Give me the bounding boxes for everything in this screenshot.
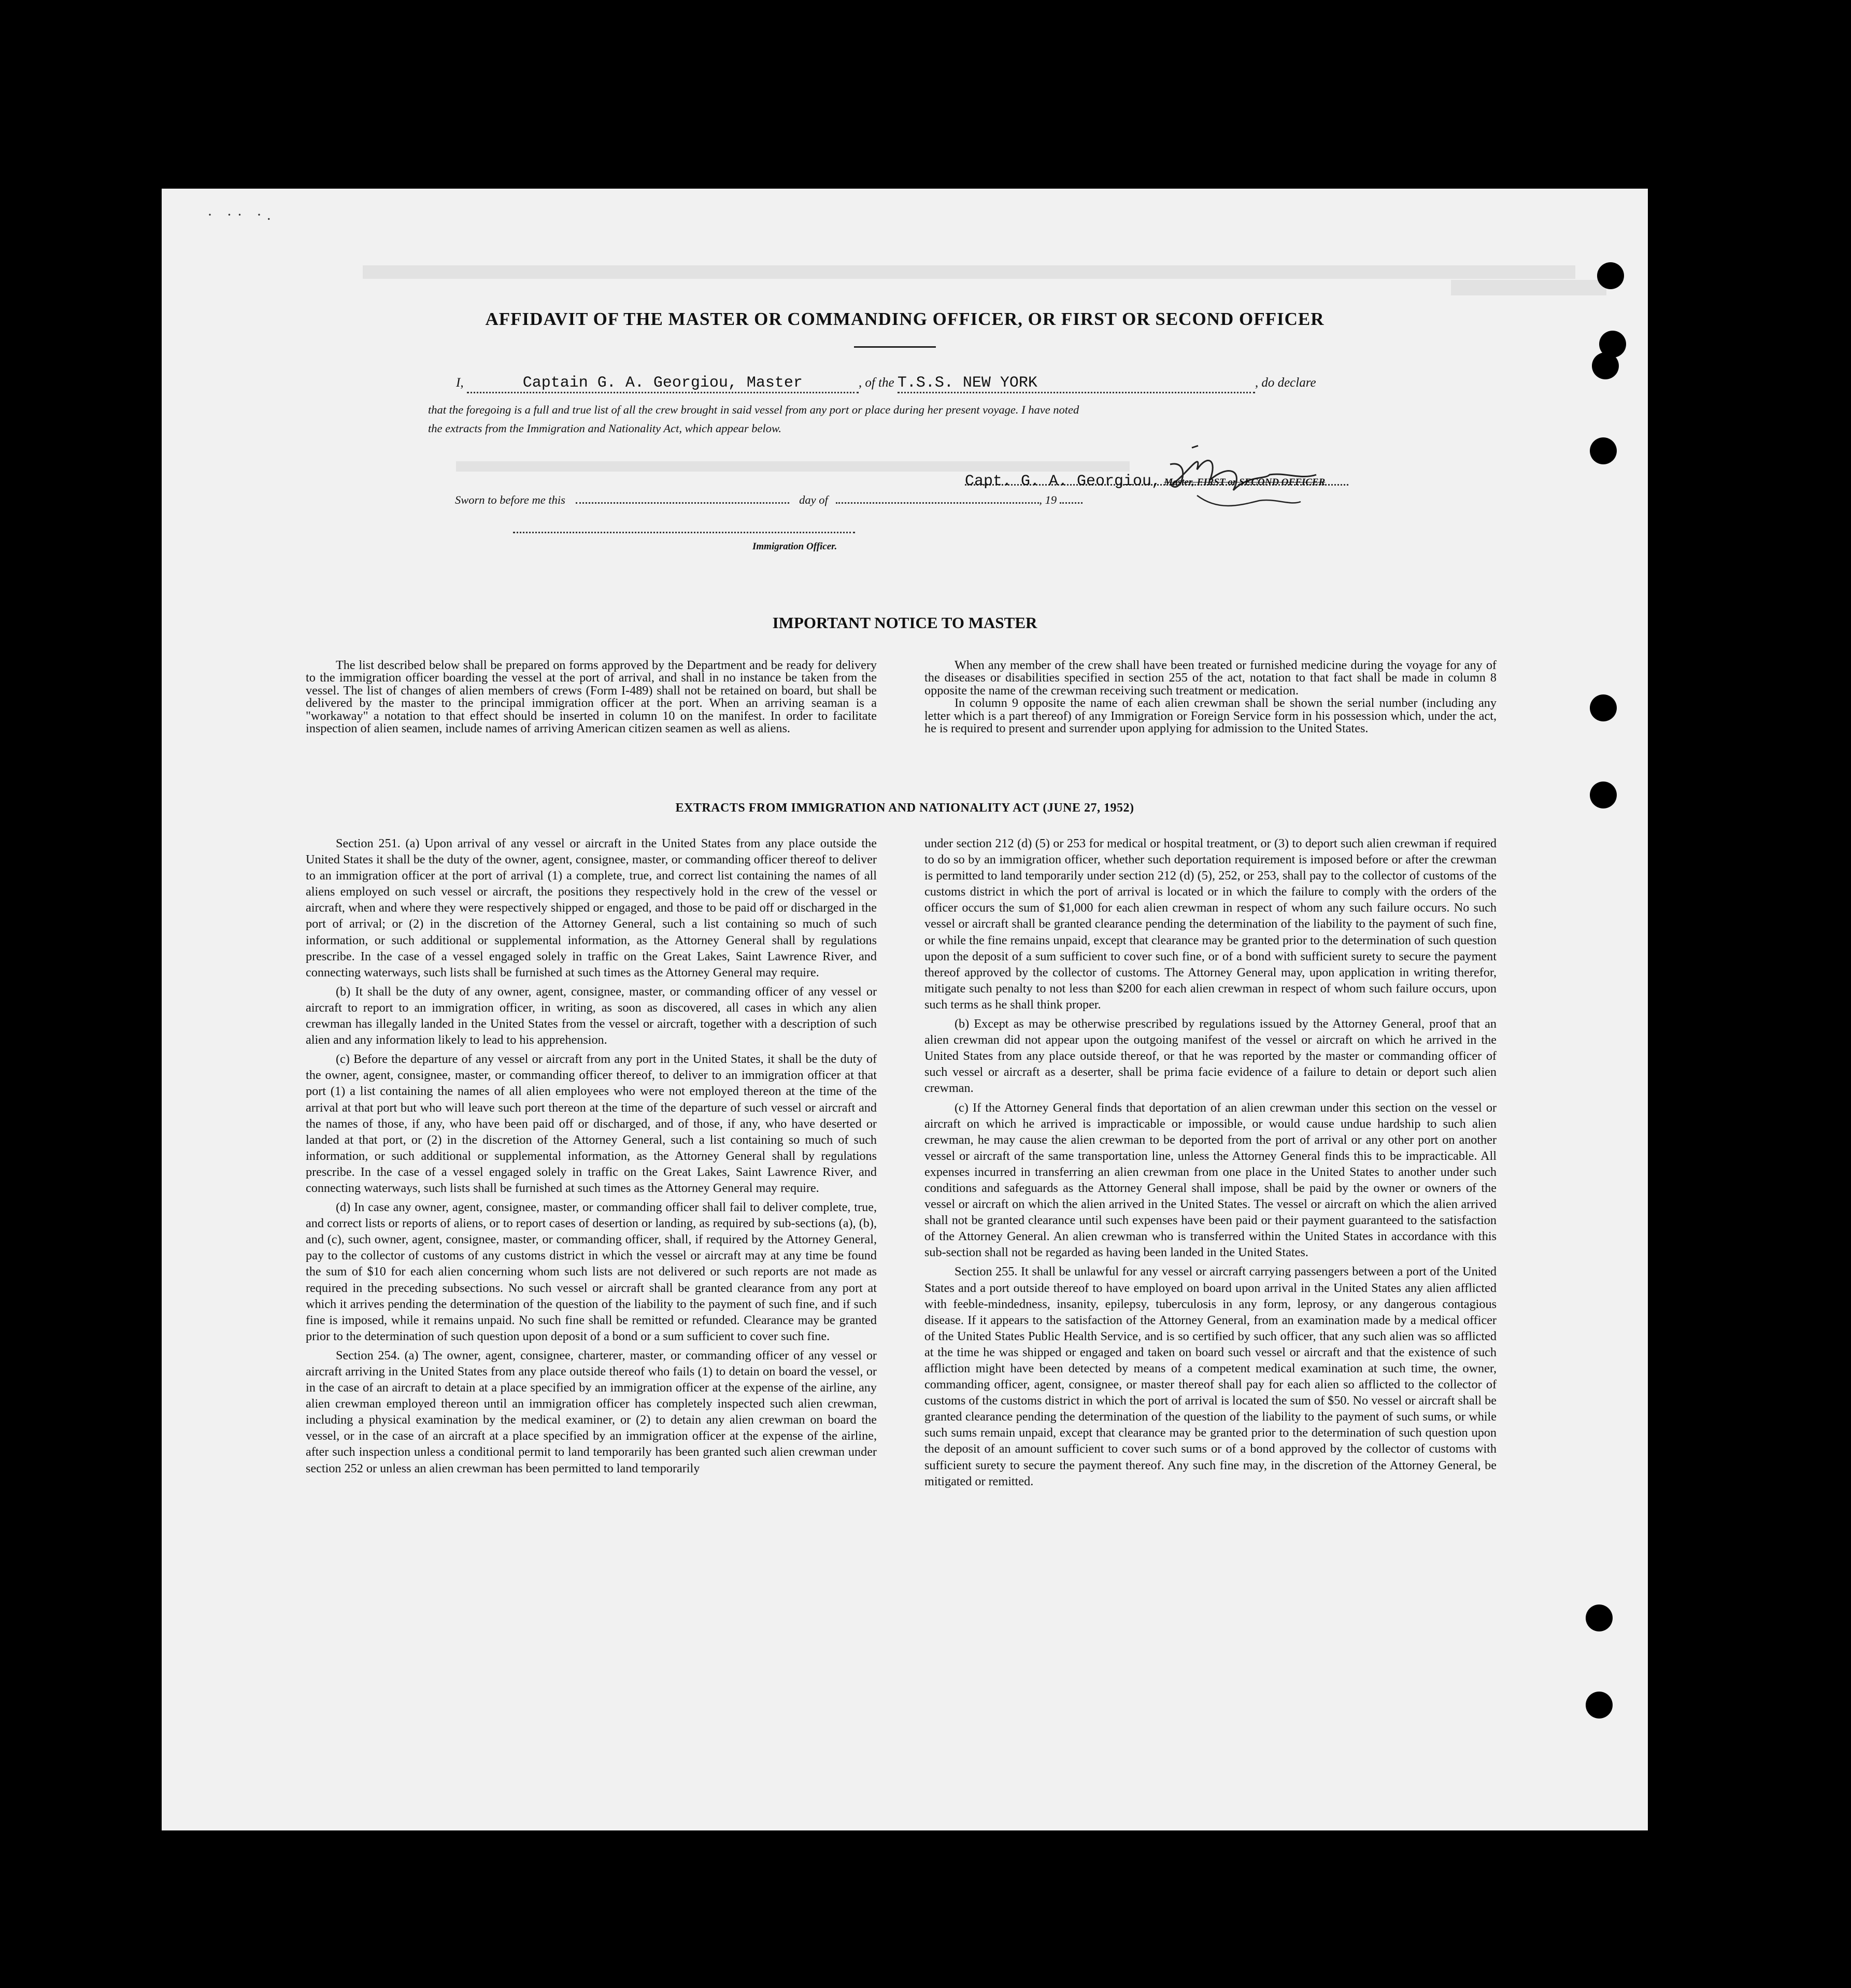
section-255: Section 255. It shall be unlawful for any vessel or aircraft carrying passengers between a port of the United States and a port outside thereof to have employed on board upon arrival in the United States any alien afflicted with feeble-mindedness, insanity, epilepsy, tuberculosis in any form, leprosy, or any dangerous contagious disease. If it appears to the satisfaction of the Attorney General, from an examination made by a medical officer of the United States Public Health Service, and is so certified by such officer, that any such alien was so afflicted at the time he was shipped or engaged and taken on board such vessel or aircraft and that the existence of such affliction might have been detected by means of a competent medical examination at such time, the owner, commanding officer, agent, consignee, or master thereof shall pay for each alien so afflicted to the collector of customs of the customs district in which the port of arrival is located the sum of $50. No vessel or aircraft shall be granted clearance pending the determination of the question of the liability to the payment of such sums, or while such sums remain unpaid, except that clearance may be granted prior to the determination of such question upon the deposit of an amount sufficient to cover such sums or of a bond approved by the collector of customs with sufficient surety to secure the payment thereof. Any such fine may, in the discretion of the Attorney General, be mitigated or remitted. [924, 1265, 1497, 1488]
section-254-c: (c) If the Attorney General finds that deportation of an alien crewman under this section on the vessel or aircraft on which he arrived is impracticable or impossible, or would cause undue hardship to such alien crewman, he may cause the alien crewman to be deported from the port of arrival or any other port on another vessel or aircraft of the same transportation line, unless the Attorney General finds this to be impracticable. All expenses incurred in transferring an alien crewman from one place in the United States to another under such conditions and safeguards as the Attorney General shall impose, shall be paid by the owner or owners of the vessel or aircraft on which the alien arrived in the United States. The vessel or aircraft on which the alien arrived shall not be granted clearance until such expenses have been paid or their payment guaranteed to the satisfaction of the Attorney General. An alien crewman who is transferred within the United States in accordance with this sub-section shall not be regarded as having been landed in the United States. [924, 1100, 1497, 1260]
title-rule [854, 346, 936, 348]
declaration-line-3: the extracts from the Immigration and Nationality Act, which appear below. [428, 422, 782, 435]
typed-signature-name: Capt. G. A. Georgiou, [965, 473, 1161, 490]
binder-hole-7 [1586, 1604, 1613, 1631]
bleed-through-top-2 [1451, 280, 1606, 295]
act-right-column [924, 835, 1497, 1489]
section-251-d: (d) In case any owner, agent, consignee, master, or commanding officer shall fail to deliver complete, true, and correct lists or reports of aliens, or to report cases of desertion or landing, as required by sub-sections (a), (b), and (c), such owner, agent, consignee, master, or commanding officer, shall, if required by the Attorney General, pay to the collector of customs of any customs district in which the vessel or aircraft may at any time be found the sum of $10 for each alien concerning whom such lists are not delivered or such reports are not made as required in the preceding subsections. No such vessel or aircraft shall be granted clearance from any port at which it arrives pending the determination of the question of the liability to the payment of such fine, and if such fine is imposed, while it remains unpaid. No such fine shall be remitted or refunded. Clearance may be granted prior to the determination of such question upon deposit of a bond or a sum sufficient to cover such fine. [306, 1200, 877, 1343]
corner-mark: · ·· ·. [207, 206, 276, 223]
section-254-a-continued: under section 212 (d) (5) or 253 for medical or hospital treatment, or (3) to deport such alien crewman if required to do so by an immigration officer, whether such deportation requirement is imposed before or after the crewman is permitted to land temporarily under section 212 (d) (5), 252, or 253, shall pay to the collector of customs of the customs district in which the port of arrival is located or in which the failure to comply with the orders of the officer occurs the sum of $1,000 for each alien crewman in respect of whom any such failure occurs. No such vessel or aircraft shall be granted clearance pending the determination of the liability to the payment of such fine, or while the fine remains unpaid, except that clearance may be granted prior to the determination of such question upon the deposit of a sum sufficient to cover such fine, or of a bond with sufficient surety to secure the payment thereof approved by the collector of customs. The Attorney General may, upon application in writing therefor, mitigate such penalty to not less than $200 for each alien crewman in respect of whom such failure occurs, upon such terms as he shall think proper. [924, 836, 1497, 1012]
declaration-line-2: that the foregoing is a full and true list of all the crew brought in said vessel from any port or place during her present voyage. I have noted [428, 403, 1079, 416]
vessel-name: T.S.S. NEW YORK [897, 374, 1037, 392]
notice-left-paragraph: The list described below shall be prepared on forms approved by the Department and be ready for delivery to the immigration officer boarding the vessel at the port of arrival, and shall in no instance be taken from the vessel. The list of changes of alien members of crews (Form I-489) shall not be retained on board, but shall be delivered by the master to the principal immigration officer at the port. When an arriving seaman is a "workaway" a notation to that effect should be inserted in column 10 on the manifest. In order to facilitate inspection of alien seamen, include names of arriving American citizen seamen as well as aliens. [306, 658, 877, 736]
notice-right-paragraph-2: In column 9 opposite the name of each alien crewman shall be shown the serial number (including any letter which is a part thereof) of any Immigration or Foreign Service form in his possession which, under the act, he is required to present and surrender upon applying for admission to the United States. [924, 696, 1497, 736]
officer-name-field [467, 374, 859, 393]
act-left-column [306, 835, 877, 1476]
declaration-i: I, [456, 376, 464, 390]
immigration-officer-label: Immigration Officer. [752, 541, 837, 552]
binder-hole-4 [1590, 437, 1617, 464]
notice-title: IMPORTANT NOTICE TO MASTER [772, 614, 1037, 632]
sworn-line [455, 493, 1083, 507]
sworn-label: Sworn to before me this [455, 493, 565, 506]
typed-signature-line [965, 473, 1325, 490]
extracts-title: EXTRACTS FROM IMMIGRATION AND NATIONALITY ACT (JUNE 27, 1952) [675, 801, 1134, 815]
officer-name: Captain G. A. Georgiou, Master [522, 374, 803, 392]
immigration-officer-line [513, 522, 855, 537]
sworn-month-field [836, 502, 1039, 504]
of-the-label: , of the [858, 376, 894, 390]
signature-role-label: Master, FIRST or SECOND OFFICER [1164, 477, 1326, 488]
binder-hole-1 [1597, 262, 1624, 289]
notice-right-column [924, 659, 1497, 735]
binder-hole-3 [1592, 352, 1619, 379]
section-251-b: (b) It shall be the duty of any owner, agent, consignee, master, or commanding officer of any vessel or aircraft to report to an immigration officer, in writing, as soon as discovered, all cases in which any alien crewman has illegally landed in the United States from the vessel or aircraft, together with a description of such alien and any information likely to lead to his apprehension. [306, 984, 877, 1047]
binder-hole-5 [1590, 694, 1617, 721]
do-declare-label: , do declare [1255, 376, 1316, 390]
section-251-c: (c) Before the departure of any vessel or aircraft from any port in the United States, it shall be the duty of the owner, agent, consignee, master, or commanding officer thereof, to deliver to an immigration officer at that port (1) a list containing the names of all alien employees who were not employed thereon at the time of the arrival at that port but who will leave such port thereon at the time of the departure of such vessel or aircraft and the names of those, if any, who have been paid off or discharged, and of those, if any, who have deserted or landed at that port, or (2) in the discretion of the Attorney General, such a list containing so much of such information, or such additional or supplemental information, as the Attorney General shall by regulations prescribe. In the case of a vessel engaged solely in traffic on the Great Lakes, Saint Lawrence River, and connecting waterways, such lists shall be furnished at such times as the Attorney General may require. [306, 1052, 877, 1195]
section-251-a: Section 251. (a) Upon arrival of any vessel or aircraft in the United States from any place outside the United States it shall be the duty of the owner, agent, consignee, master, or commanding officer thereof to deliver to an immigration officer at the port of arrival (1) a complete, true, and correct list containing the names of all aliens employed on such vessel or aircraft, the positions they respectively hold in the crew of the vessel or aircraft, when and where they were respectively shipped or engaged, and those to be paid off or discharged in the port of arrival; or (2) in the discretion of the Attorney General, such a list containing so much of such information, or such additional or supplemental information, as the Attorney General shall by regulations prescribe. In the case of a vessel engaged solely in traffic on the Great Lakes, Saint Lawrence River, and connecting waterways, such lists shall be furnished at such times as the Attorney General may require. [306, 836, 877, 979]
bleed-through-mid [456, 461, 1130, 472]
year-label: , 19 [1039, 493, 1057, 506]
vessel-name-field [898, 374, 1255, 393]
sworn-date-field [576, 502, 789, 504]
notice-right-paragraph-1: When any member of the crew shall have been treated or furnished medicine during the voyage for any of the diseases or disabilities specified in section 255 of the act, notation to that fact shall be made in column 8 opposite the name of the crewman receiving such treatment or medication. [924, 658, 1497, 698]
affidavit-title: AFFIDAVIT OF THE MASTER OR COMMANDING OFFICER, OR FIRST OR SECOND OFFICER [485, 309, 1325, 329]
day-of-label: day of [799, 493, 828, 506]
notice-left-column [306, 659, 877, 735]
section-254-a: Section 254. (a) The owner, agent, consignee, charterer, master, or commanding officer of any vessel or aircraft arriving in the United States from any place outside thereof who fails (1) to detain on board the vessel, or in the case of an aircraft to detain at a place specified by an immigration officer at the expense of the airline, any alien crewman employed thereon until an immigration officer has completely inspected such alien crewman, including a physical examination by the medical examiner, or (2) to detain any alien crewman on board the vessel, or in the case of an aircraft at a place specified by an immigration officer at the expense of the airline, after such inspection unless a conditional permit to land temporarily has been granted such alien crewman under section 252 or unless an alien crewman has been permitted to land temporarily [306, 1348, 877, 1475]
declaration-line-1 [456, 374, 1316, 393]
binder-hole-8 [1586, 1692, 1613, 1719]
section-254-b: (b) Except as may be otherwise prescribed by regulations issued by the Attorney General, proof that an alien crewman did not appear upon the outgoing manifest of the vessel or aircraft on which he arrived in the United States from any place outside thereof, or that he was reported by the master or commanding officer of such vessel or aircraft as a deserter, shall be prima facie evidence of a failure to detain or deport such alien crewman. [924, 1017, 1497, 1096]
bleed-through-top [363, 265, 1575, 279]
sworn-year-field [1060, 502, 1083, 504]
